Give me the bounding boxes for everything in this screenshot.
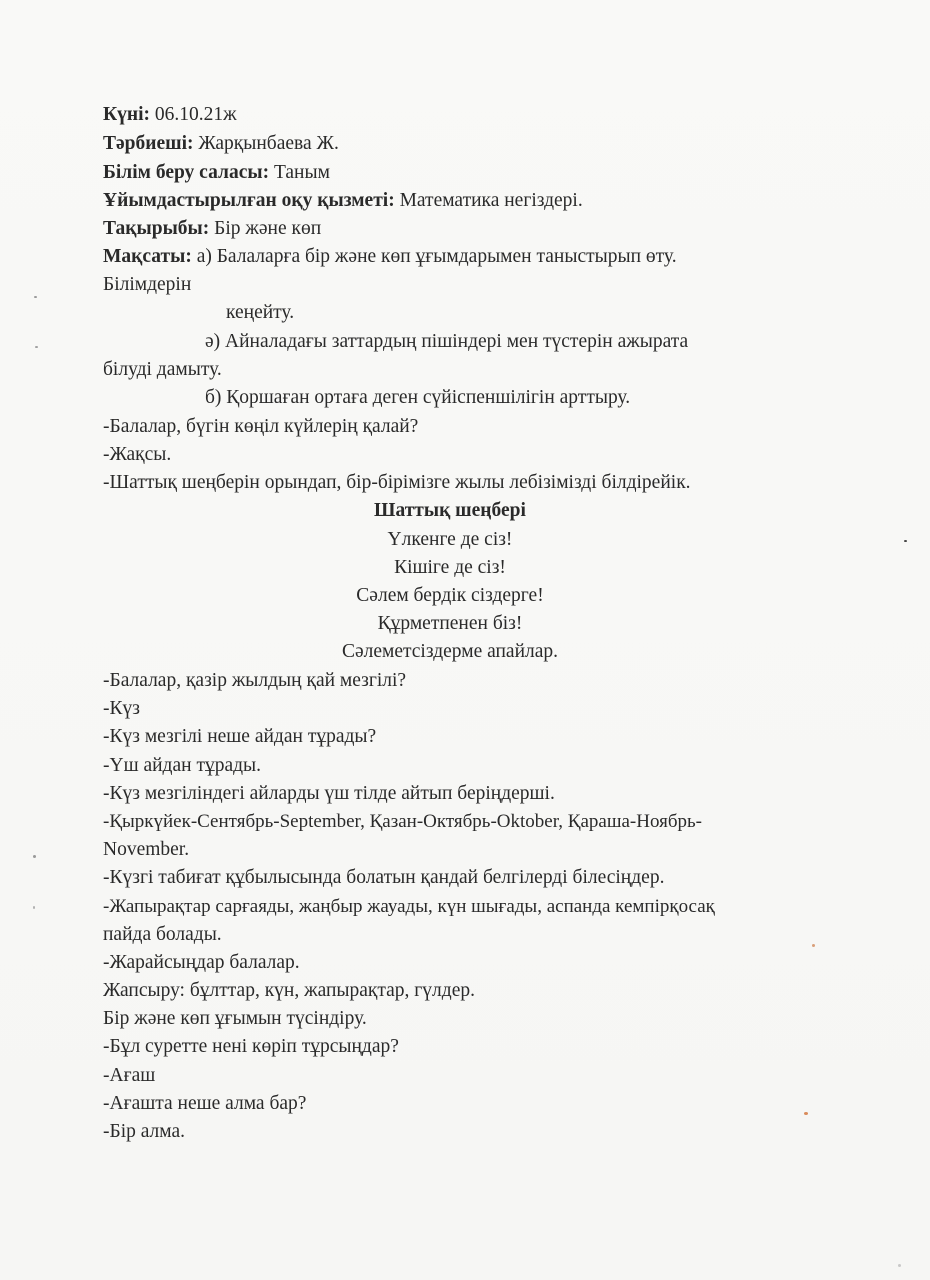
dialog-line: -Ағаш [103, 1065, 156, 1086]
poem-line: Сәлем бердік сіздерге! [356, 585, 544, 606]
date-line [103, 103, 237, 127]
goal-ae: ә) Айналадағы заттардың пішіндері мен түстерін ажырата [205, 331, 689, 352]
date-label: Күні: [103, 104, 151, 125]
scan-speck [812, 944, 815, 947]
activity-label: Ұйымдастырылған оқу қызметі: [103, 190, 395, 211]
scan-speck [804, 1112, 808, 1115]
dialog-line: -Жарайсыңдар балалар. [103, 952, 300, 973]
dialog-line: -Күз мезгіліндегі айларды үш тілде айтып беріңдерші. [103, 783, 555, 804]
goal-a-cont2: кеңейту. [226, 302, 295, 323]
topic-line [103, 217, 321, 241]
goal-b: б) Қоршаған ортаға деген сүйіспеншілігін арттыру. [205, 387, 631, 408]
activity-value: Математика негіздері. [399, 190, 583, 211]
dialog-line: Бір және көп ұғымын түсіндіру. [103, 1008, 367, 1029]
dialog-line: -Ағашта неше алма бар? [103, 1093, 307, 1114]
poem-line: Кішіге де сіз! [394, 557, 506, 578]
dialog-line: -Балалар, бүгін көңіл күйлерің қалай? [103, 416, 419, 437]
dialog-line: -Бұл суретте нені көріп тұрсыңдар? [103, 1036, 399, 1057]
date-value: 06.10.21ж [154, 104, 237, 125]
dialog-line: -Жақсы. [103, 444, 172, 465]
dialog-line: пайда болады. [103, 924, 222, 945]
dialog-line: -Күзгі табиғат құбылысында болатын қандай белгілерді білесіңдер. [103, 867, 665, 888]
scan-speck [898, 1264, 901, 1267]
dialog-line: November. [103, 839, 190, 860]
scan-speck [904, 540, 907, 542]
teacher-label: Тәрбиеші: [103, 133, 194, 154]
poem-title: Шаттық шеңбері [374, 500, 526, 521]
dialog-line: -Қыркүйек-Сентябрь-September, Қазан-Октябрь-Oktober, Қараша-Ноябрь- [103, 811, 702, 832]
poem-line: Құрметпенен біз! [377, 613, 523, 634]
scan-speck [33, 855, 36, 858]
goal-ae-cont: білуді дамыту. [103, 359, 222, 380]
dialog-line: -Шаттық шеңберін орындап, бір-бірімізге жылы лебізімізді білдірейік. [103, 472, 691, 493]
dialog-line: -Бір алма. [103, 1121, 186, 1142]
goal-a: а) Балаларға бір және көп ұғымдарымен таныстырып өту. [196, 246, 677, 267]
goal-label: Мақсаты: [103, 246, 192, 267]
scan-speck [35, 346, 38, 348]
field-line [103, 161, 330, 185]
goal-line [103, 245, 677, 269]
dialog-line: -Үш айдан тұрады. [103, 755, 262, 776]
field-value: Таным [273, 162, 330, 183]
scan-speck [33, 906, 35, 909]
topic-label: Тақырыбы: [103, 218, 210, 239]
poem-line: Сәлеметсіздерме апайлар. [341, 641, 559, 662]
dialog-line: -Жапырақтар сарғаяды, жаңбыр жауады, күн шығады, аспанда кемпірқосақ [103, 896, 715, 917]
dialog-line: -Күз мезгілі неше айдан тұрады? [103, 726, 377, 747]
dialog-line: -Күз [103, 698, 140, 719]
activity-line [103, 189, 583, 213]
dialog-line: -Балалар, қазір жылдың қай мезгілі? [103, 670, 407, 691]
dialog-line: Жапсыру: бұлттар, күн, жапырақтар, гүлдер. [103, 980, 475, 1001]
poem-line: Үлкенге де сіз! [387, 529, 513, 550]
topic-value: Бір және көп [214, 218, 322, 239]
goal-a-cont1: Білімдерін [103, 274, 192, 295]
scan-speck [34, 296, 37, 298]
teacher-value: Жарқынбаева Ж. [198, 133, 339, 154]
teacher-line [103, 132, 339, 156]
field-label: Білім беру саласы: [103, 162, 270, 183]
